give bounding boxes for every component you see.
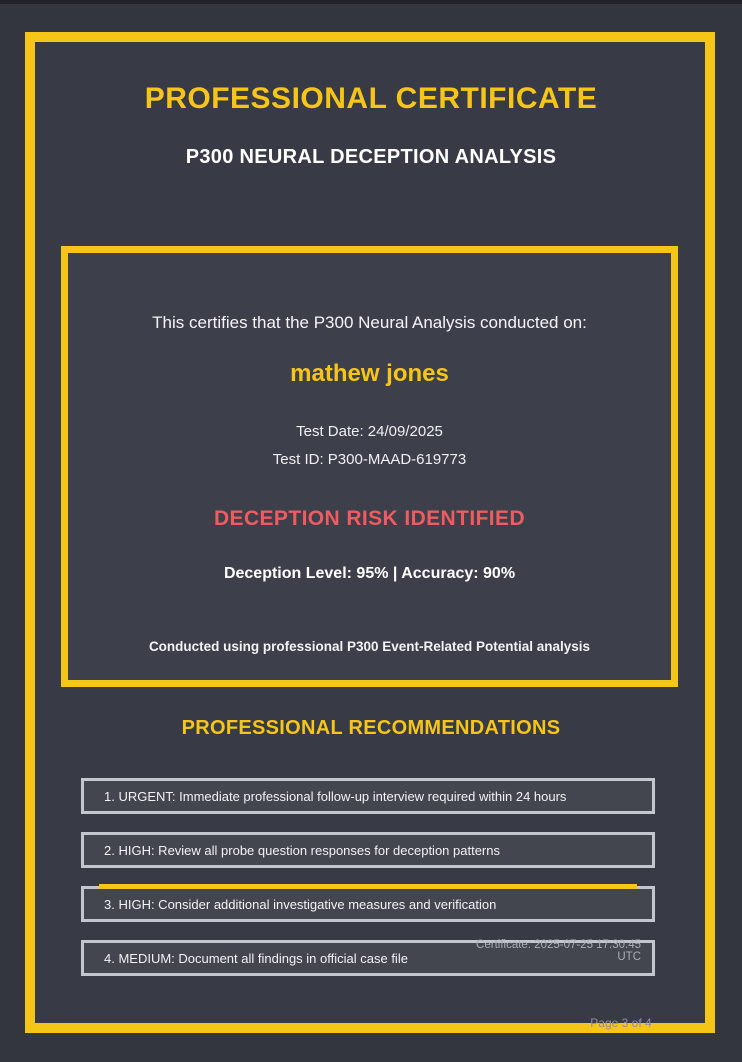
accent-stripe: [99, 884, 637, 889]
metrics-line: Deception Level: 95% | Accuracy: 90%: [223, 565, 516, 582]
top-edge-strip: [0, 0, 742, 4]
method-note: Conducted using professional P300 Event-Related Potential analysis: [148, 639, 591, 654]
page-subtitle: P300 NEURAL DECEPTION ANALYSIS: [185, 146, 557, 168]
certificate-timestamp: Certificate: 2025-07-25 17:30:45 UTC: [476, 939, 641, 963]
recommendation-text: 3. HIGH: Consider additional investigative measures and verification: [104, 896, 497, 912]
recommendation-item: [81, 886, 655, 922]
test-date: Test Date: 24/09/2025: [296, 423, 443, 440]
recommendation-item: [81, 778, 655, 814]
certify-intro-text: This certifies that the P300 Neural Analysis conducted on:: [152, 313, 587, 332]
risk-status: DECEPTION RISK IDENTIFIED: [213, 507, 526, 530]
page-indicator: Page 3 of 4: [590, 1016, 652, 1030]
recommendation-text: 4. MEDIUM: Document all findings in official case file: [104, 950, 408, 966]
recommendation-text: 2. HIGH: Review all probe question responses for deception patterns: [104, 842, 500, 858]
test-id: Test ID: P300-MAAD-619773: [272, 451, 467, 468]
subject-name: mathew jones: [290, 360, 449, 387]
page-title: PROFESSIONAL CERTIFICATE: [144, 82, 598, 115]
recommendations-heading: PROFESSIONAL RECOMMENDATIONS: [181, 717, 561, 739]
recommendation-text: 1. URGENT: Immediate professional follow-up interview required within 24 hours: [104, 788, 567, 804]
certificate-panel: [61, 246, 678, 687]
recommendation-item: [81, 832, 655, 868]
